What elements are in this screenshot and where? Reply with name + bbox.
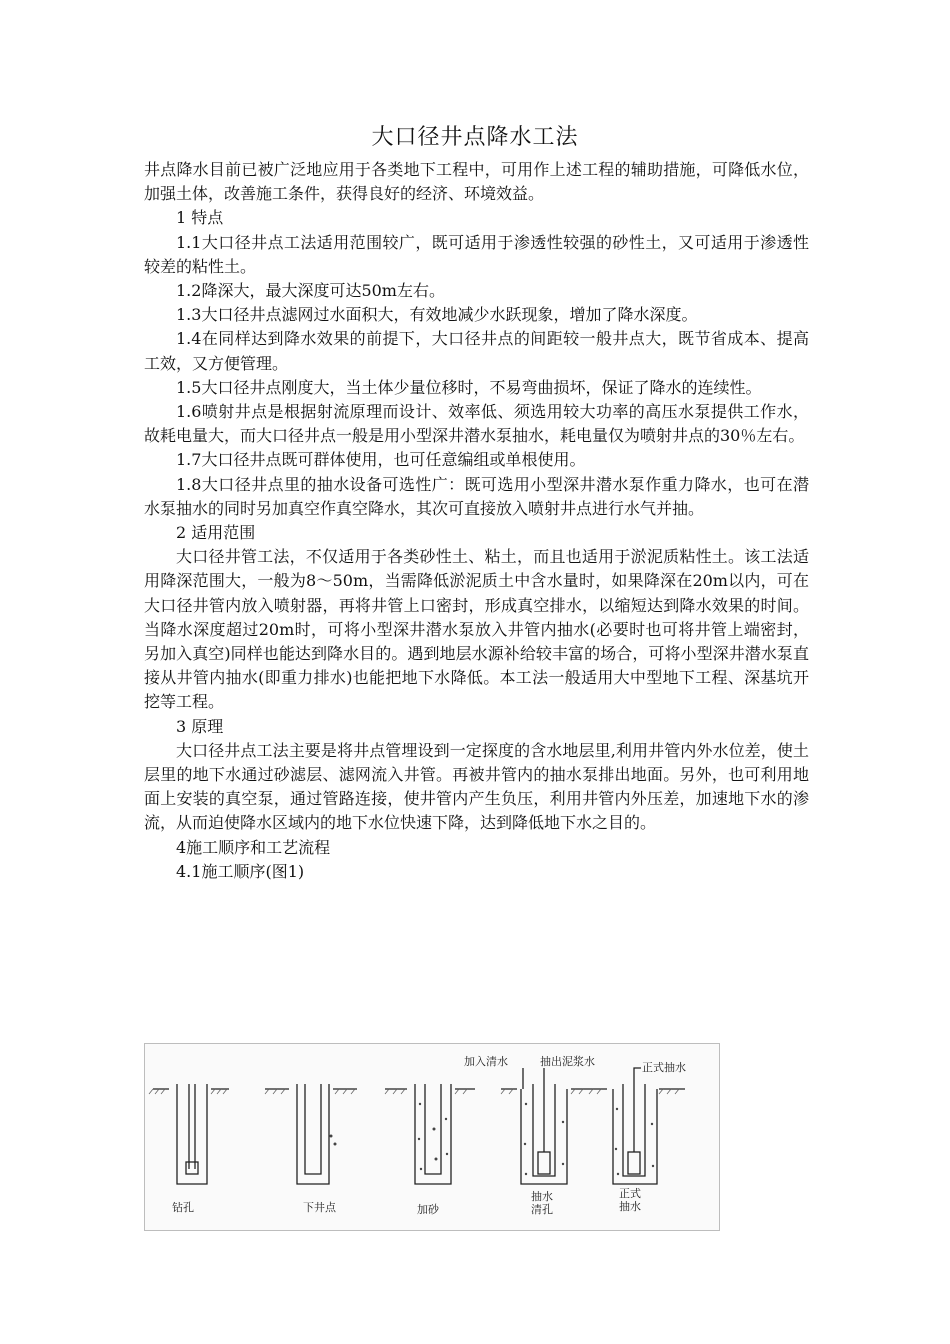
well-pipe <box>305 1084 321 1174</box>
section-heading: 1 特点 <box>176 208 224 228</box>
callout-add-water: 加入清水 <box>464 1055 508 1068</box>
page-title: 大口径井点降水工法 <box>371 125 579 150</box>
section-heading: 2 适用范围 <box>176 523 256 543</box>
paragraph: 1.1大口径井点工法适用范围较广，既可适用于渗透性较强的砂性土，又可适用于渗透性较差的粘性土。 <box>144 232 809 276</box>
paragraph: 1.2降深大，最大深度可达50m左右。 <box>176 281 445 301</box>
section-heading: 4施工顺序和工艺流程 <box>176 837 331 857</box>
paragraph: 大口径井点工法主要是将井点管埋设到一定探度的含水地层里,利用井管内外水位差，使土层里的地下水通过砂滤层、滤网流入井管。再被井管内的抽水泵排出地面。另外，也可利用地面上安装的真空泵，通过管路连接，使井管内产生负压，利用井管内外压差，加速地下水的渗流，从而迫使降水区域内的地下水位快速下降，达到降低地下水之目的。 <box>144 740 809 833</box>
stage-label: 正式 抽水 <box>619 1187 641 1213</box>
paragraph: 1.3大口径井点滤网过水面积大，有效地减少水跃现象，增加了降水深度。 <box>176 305 698 325</box>
paragraph: 1.6喷射井点是根据射流原理而设计、效率低、须选用较大功率的高压水泵提供工作水，故耗电量大，而大口径井点一般是用小型深井潜水泵抽水，耗电量仅为喷射井点的30％左右。 <box>144 402 809 446</box>
drill-rod <box>189 1084 195 1169</box>
paragraph: 井点降水目前已被广泛地应用于各类地下工程中，可用作上述工程的辅助措施，可降低水位，加强土体，改善施工条件，获得良好的经济、环境效益。 <box>144 160 809 204</box>
paragraph: 1.5大口径井点刚度大，当土体少量位移时，不易弯曲损坏，保证了降水的连续性。 <box>176 377 762 397</box>
stage-label: 加砂 <box>417 1203 439 1216</box>
sand-particles <box>330 1103 655 1175</box>
borehole <box>297 1084 329 1184</box>
section-heading: 3 原理 <box>176 716 224 736</box>
callout-formal-pump: 正式抽水 <box>642 1061 686 1074</box>
section-heading: 4.1施工顺序(图1) <box>176 861 305 881</box>
stage-label: 钻孔 <box>172 1201 194 1214</box>
drill-bit <box>186 1162 198 1174</box>
ground-hatching <box>149 1089 679 1094</box>
borehole <box>177 1084 207 1184</box>
construction-sequence-figure <box>144 1043 720 1231</box>
pump <box>538 1152 550 1174</box>
stage-label: 下井点 <box>303 1201 336 1214</box>
paragraph: 大口径井管工法，不仅适用于各类砂性土、粘土，而且也适用于淤泥质粘性土。该工法适用降深范围大，一般为8～50m，当需降低淤泥质土中含水量时，如果降深在20m以内，可在大口径井管内放入喷射器，再将井管上口密封，形成真空排水，以缩短达到降水效果的时间。当降水深度超过20m时，可将小型深井潜水泵放入井管内抽水(必要时也可将井管上端密封，另加入真空)同样也能达到降水目的。遇到地层水源补给较丰富的场合，可将小型深井潜水泵直接从井管内抽水(即重力排水)也能把地下水降低。本工法一般适用大中型地下工程、深基坑开挖等工程。 <box>144 547 809 712</box>
borehole <box>613 1089 657 1184</box>
paragraph: 1.8大口径井点里的抽水设备可选性广：既可选用小型深井潜水泵作重力降水，也可在潜水泵抽水的同时另加真空作真空降水，其次可直接放入喷射井点进行水气并抽。 <box>144 474 809 518</box>
hose <box>634 1068 641 1152</box>
paragraph: 1.4在同样达到降水效果的前提下，大口径井点的间距较一般井点大，既节省成本、提高工效，又方便管理。 <box>144 329 809 373</box>
document-body <box>144 158 809 884</box>
paragraph: 1.7大口径井点既可群体使用，也可任意编组或单根使用。 <box>176 450 586 470</box>
pump <box>628 1152 640 1174</box>
stage-label: 抽水 清孔 <box>531 1190 553 1216</box>
callout-pump-mud: 抽出泥浆水 <box>540 1055 595 1068</box>
